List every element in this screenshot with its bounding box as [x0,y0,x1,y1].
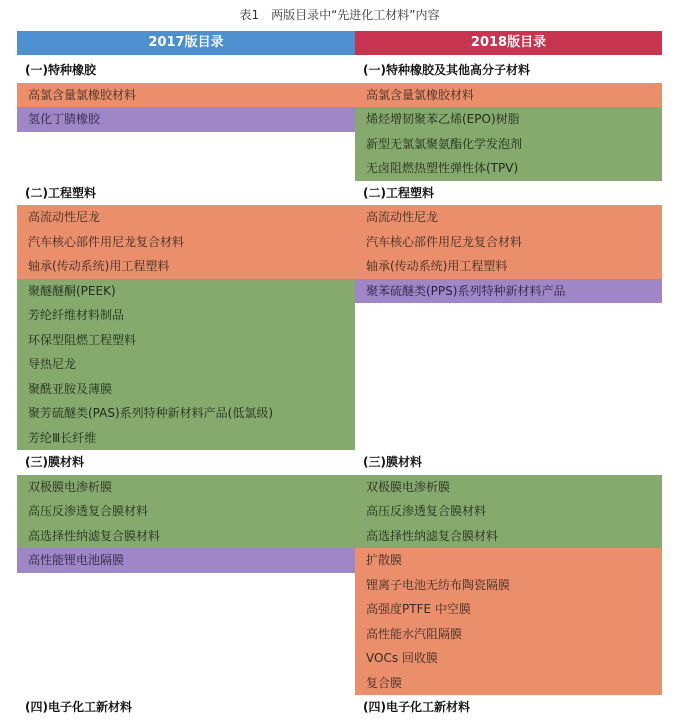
header-2018: 2018版目录 [355,31,662,55]
left-table-row: 汽车核心部件用尼龙复合材料 [17,230,355,255]
right-empty-row [355,352,662,377]
header-2017: 2017版目录 [17,31,355,55]
left-empty-row [17,622,355,647]
left-table-row: 氢化丁腈橡胶 [17,107,355,132]
right-table-row: 轴承(传动系统)用工程塑料 [355,254,662,279]
left-table-row: 聚酰亚胺及薄膜 [17,377,355,402]
left-section-heading: (四)电子化工新材料 [25,700,132,714]
left-empty-row [17,671,355,696]
left-empty-row [17,646,355,671]
right-table-row: 锂离子电池无纺布陶瓷隔膜 [355,573,662,598]
left-section-heading: (三)膜材料 [25,455,84,469]
left-table-row: 双极膜电渗析膜 [17,475,355,500]
right-table-row: VOCs 回收膜 [355,646,662,671]
left-empty-row [17,597,355,622]
right-table-row: 无卤阻燃热塑性弹性体(TPV) [355,156,662,181]
left-section-heading: (一)特种橡胶 [25,63,96,77]
column-2017 [17,58,355,720]
right-table-row: 高选择性纳滤复合膜材料 [355,524,662,549]
left-table-row: 高压反渗透复合膜材料 [17,499,355,524]
right-section-heading: (四)电子化工新材料 [363,700,470,714]
right-empty-row [355,426,662,451]
right-section-heading: (三)膜材料 [363,455,422,469]
right-table-row: 高压反渗透复合膜材料 [355,499,662,524]
right-empty-row [355,401,662,426]
right-table-row: 烯烃增韧聚苯乙烯(EPO)树脂 [355,107,662,132]
right-section-heading: (一)特种橡胶及其他高分子材料 [363,63,530,77]
left-section-heading: (二)工程塑料 [25,185,96,200]
column-2018 [355,58,662,720]
left-table-row: 聚醚醚酮(PEEK) [17,279,355,304]
left-table-row: 导热尼龙 [17,352,355,377]
right-table-row: 汽车核心部件用尼龙复合材料 [355,230,662,255]
left-empty-row [17,156,355,181]
left-empty-row [17,573,355,598]
right-table-row: 新型无氯氯聚氨酯化学发泡剂 [355,132,662,157]
right-table-row: 聚苯硫醚类(PPS)系列特种新材料产品 [355,279,662,304]
left-table-row: 高性能锂电池隔膜 [17,548,355,573]
left-table-row: 环保型阻燃工程塑料 [17,328,355,353]
right-table-row: 高性能水汽阻隔膜 [355,622,662,647]
right-table-row: 高氯含量氯橡胶材料 [355,83,662,108]
right-empty-row [355,303,662,328]
left-table-row: 芳纶纤维材料制品 [17,303,355,328]
right-table-row: 双极膜电渗析膜 [355,475,662,500]
table-caption: 表1 两版目录中“先进化工材料”内容 [239,8,440,22]
right-table-row: 扩散膜 [355,548,662,573]
right-empty-row [355,377,662,402]
left-table-row: 聚芳硫醚类(PAS)系列特种新材料产品(低氯级) [17,401,355,426]
left-table-row: 高选择性纳滤复合膜材料 [17,524,355,549]
right-table-row: 高强度PTFE 中空膜 [355,597,662,622]
right-table-row: 高流动性尼龙 [355,205,662,230]
left-table-row: 高流动性尼龙 [17,205,355,230]
left-table-row: 轴承(传动系统)用工程塑料 [17,254,355,279]
left-table-row: 高氯含量氯橡胶材料 [17,83,355,108]
right-section-heading: (二)工程塑料 [363,185,434,200]
right-table-row: 复合膜 [355,671,662,696]
right-empty-row [355,328,662,353]
left-table-row: 芳纶Ⅲ长纤维 [17,426,355,451]
left-empty-row [17,132,355,157]
